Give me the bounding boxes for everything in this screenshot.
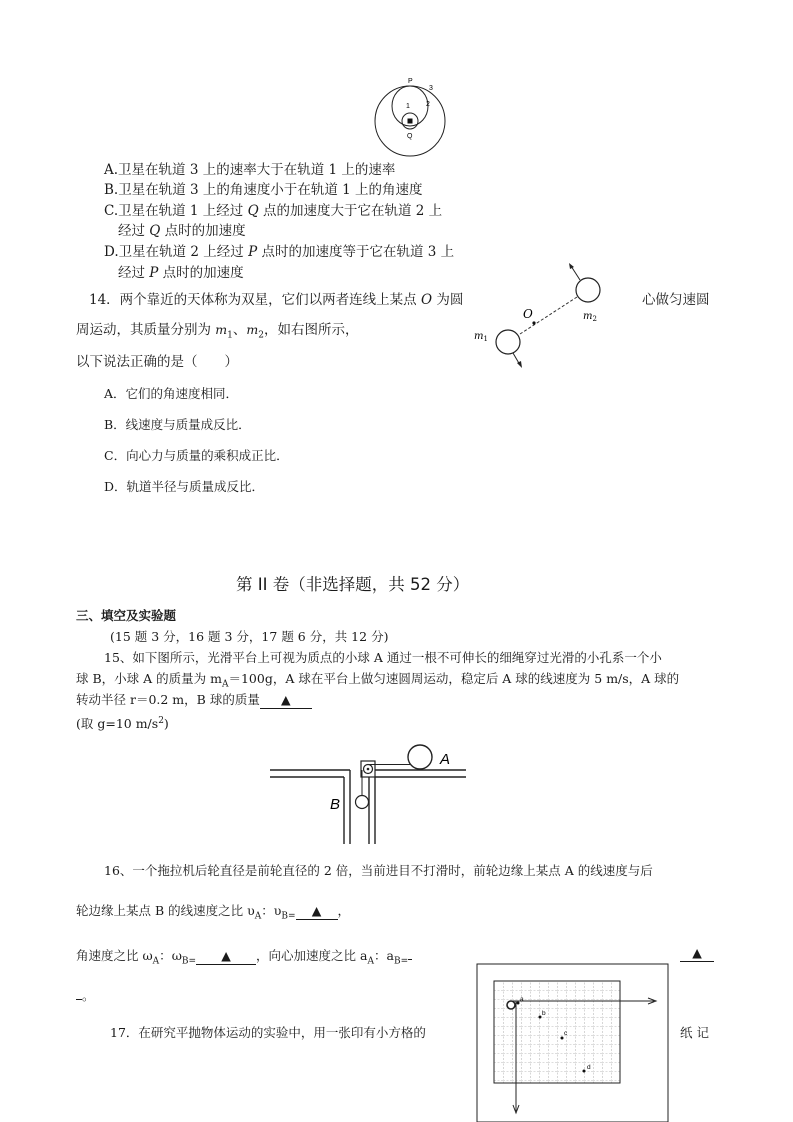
q17-line1-right: 纸 记 [680,1025,709,1040]
orbit-2-label: 2 [426,101,430,108]
q16-line2: 轮边缘上某点 B 的线速度之比 $\upsilon_A$：$\upsilon_{B=}$ ▲ ， [76,903,351,922]
velocity-arrow-m2 [571,266,580,280]
q13-option-c: C.卫星在轨道 1 上经过 Q 点的加速度大于它在轨道 2 上 [104,203,443,219]
grid-area [494,981,620,1083]
q17-line1: 17．在研究平抛物体运动的实验中，用一张印有小方格的 [110,1025,426,1040]
center-o-dot [532,321,535,324]
origin-ball [507,1001,515,1009]
point-q-label: Q [407,133,413,140]
q15-line1: 15、如下图所示，光滑平台上可视为质点的小球 A 通过一根不可伸长的细绳穿过光滑的小孔系一个小 [104,650,662,665]
binary-star-diagram [470,262,610,372]
q14-line2: 周运动，其质量分别为 $m_1$、$m_2$，如右图所示， [76,322,359,341]
q14-option-b: B．线速度与质量成反比． [104,417,251,432]
q13-option-d-cont: 经过 P 点时的加速度 [118,265,244,281]
q13-option-b: B.卫星在轨道 3 上的角速度小于在轨道 1 上的角速度 [104,182,423,198]
label-b: B [330,796,341,813]
label-point-d: d [587,1064,591,1071]
label-a: A [440,751,451,768]
q16-answer-blank-3[interactable]: ▲ [680,943,714,963]
q13-option-c-cont: 经过 Q 点时的加速度 [118,223,246,239]
q13-option-d: D.卫星在轨道 2 上经过 P 点时的加速度等于它在轨道 3 上 [104,244,455,260]
q14-option-c: C．向心力与质量的乘积成正比． [104,448,289,463]
orbit-diagram [370,74,450,158]
q15-answer-blank[interactable]: ▲ [260,692,312,709]
label-m2: $m_2$ [583,311,597,323]
orbit-3-label: 3 [429,85,433,92]
label-point-b: b [542,1010,546,1017]
ball-b [356,796,369,809]
star-m2 [576,278,600,302]
star-m1 [496,330,520,354]
label-point-a: a [520,996,524,1003]
q15-line3: 转动半径 r＝0.2 m，B 球的质量 ▲ [76,690,312,710]
section-heading: 三、填空及实验题 [76,608,177,623]
platform-diagram [268,740,468,846]
q14-option-d: D．轨道半径与质量成反比． [104,479,265,494]
score-breakdown: (15 题 3 分，16 题 3 分，17 题 6 分，共 12 分) [110,629,389,644]
q16-line4: 。 [76,983,95,1006]
q13-option-a: A.卫星在轨道 3 上的速率大于在轨道 1 上的速率 [104,162,396,178]
point-d [583,1070,586,1073]
arrowhead-m2 [569,263,574,269]
earth-mark [408,119,413,124]
orbit-1-label: 1 [406,103,410,110]
q14-line1-right: 心做匀速圆 [642,292,710,308]
label-point-c: c [564,1030,568,1037]
q14-line3: 以下说法正确的是（ ） [76,354,238,370]
q16-answer-blank-1[interactable]: ▲ [296,903,338,920]
q16-line1: 16、一个拖拉机后轮直径是前轮直径的 2 倍，当前进目不打滑时，前轮边缘上某点 A 的线速度与后 [104,863,653,878]
part-ii-title: 第 II 卷（非选择题，共 52 分） [236,575,470,594]
label-m1: $m_1$ [474,331,488,343]
q16-line3: 角速度之比 $\omega_A$：$\omega_{B=}$ ▲ ，向心加速度之比 $a_A$：$a_{B=}$ [76,943,412,972]
q14-line1: 14．两个靠近的天体称为双星，它们以两者连线上某点 O 为圆 [89,292,464,308]
q15-line2: 球 B，小球 A 的质量为 $m_A=100g$，A 球在平台上做匀速圆周运动，稳定后 A 球的线速度为 5 m/s，A 球的 [76,671,680,690]
q16-answer-blank-2[interactable]: ▲ [196,948,256,965]
point-p-label: P [408,78,413,85]
ball-a [408,745,432,769]
label-o: O [523,307,533,321]
pulley-axle [367,768,370,771]
q14-option-a: A．它们的角速度相同． [104,386,239,401]
q15-line4: (取 g=10 $m/s^2$) [76,716,169,732]
grid-paper-figure [476,963,670,1122]
